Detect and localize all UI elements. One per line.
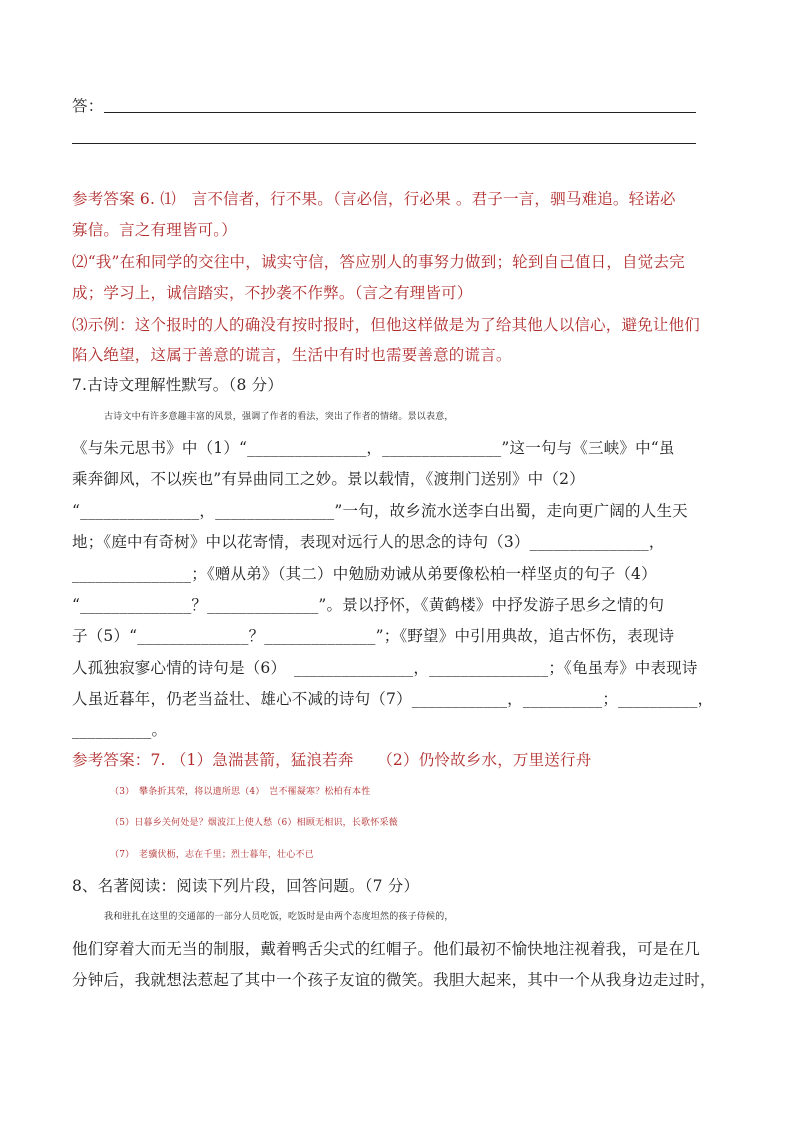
question7-line-9: 人孤独寂寥心情的诗句是（6） _______________，_______________；《龟虽寿》中表现诗 [72, 659, 698, 677]
question8-line-3: 分钟后，我就想法惹起了其中一个孩子友谊的微笑。我胆大起来，其中一个从我身边走过时， [72, 971, 716, 989]
question7-line-5: 地；《庭中有奇树》中以花寄情，表现对远行人的思念的诗句（3）_______________， [72, 533, 665, 551]
question7-line-3: 乘奔御风，不以疾也”有异曲同工之妙。景以载情，《渡荆门送别》中（2） [72, 470, 585, 488]
answer6-line-1: 参考答案 6. ⑴ 言不信者，行不果。（言必信，行必果 。君子一言，驷马难追。轻诺必 [72, 190, 676, 208]
question7-title: 7.古诗文理解性默写。（8 分） [72, 376, 284, 394]
answer6-line-5: ⑶示例：这个报时的人的确没有按时报时，但他这样做是为了给其他人以信心，避免让他们 [72, 316, 701, 334]
question8-title: 8、名著阅读：阅读下列片段，回答问题。（7 分） [72, 877, 420, 895]
answer-line-1 [104, 112, 696, 113]
question7-line-4: “_______________，_______________”一句，故乡流水送李白出蜀，走向更广阔的人生天 [72, 502, 688, 520]
answer7-line-1: 参考答案：7. （1）急湍甚箭，猛浪若奔 （2）仍怜故乡水，万里送行舟 [72, 751, 592, 769]
answer6-line-4: 成；学习上，诚信踏实，不抄袭不作弊。（言之有理皆可） [72, 284, 473, 302]
question8-line-2: 他们穿着大而无当的制服，戴着鸭舌尖式的红帽子。他们最初不愉快地注视着我，可是在几 [72, 940, 701, 958]
answer6-line-6: 陷入绝望，这属于善意的谎言，生活中有时也需要善意的谎言。 [72, 346, 512, 364]
question7-line-11: __________。 [72, 721, 168, 739]
question7-line-10: 人虽近暮年，仍老当益壮、雄心不减的诗句（7）____________，__________；__________， [72, 690, 714, 708]
answer6-line-2: 寡信。言之有理皆可。） [72, 221, 237, 239]
question7-line-8: 子（5）“______________？______________”；《野望》中引用典故，追古怀伤，表现诗 [72, 627, 675, 645]
answer7-line-3: （5）日暮乡关何处是？烟波江上使人愁（6）相顾无相识，长歌怀采薇 [110, 818, 398, 828]
question7-line-6: _______________；《赠从弟》（其二）中勉励劝诫从弟要像松柏一样坚贞的句子（4） [72, 565, 657, 583]
answer6-line-3: ⑵“我”在和同学的交往中，诚实守信，答应别人的事努力做到；轮到自己值日，自觉去完 [72, 253, 685, 271]
question8-line-1: 我和驻扎在这里的交通部的一部分人员吃饭，吃饭时是由两个态度坦然的孩子侍候的， [104, 912, 454, 922]
question7-line-2: 《与朱元思书》中（1）“_______________，_______________”这一句与《三峡》中“虽 [72, 439, 675, 457]
question7-line-7: “______________？______________”。景以抒怀，《黄鹤楼》中抒发游子思乡之情的句 [72, 596, 665, 614]
question7-line-1: 古诗文中有许多意趣丰富的风景，强调了作者的看法，突出了作者的情绪。景以表意， [104, 412, 454, 422]
answer7-line-4: （7） 老骥伏枥，志在千里；烈士暮年，壮心不已 [110, 850, 314, 860]
answer-line-2 [72, 143, 696, 144]
answer-label: 答： [72, 97, 104, 115]
answer7-line-2: （3） 攀条折其荣，将以遗所思（4） 岂不罹凝寒？松柏有本性 [110, 787, 371, 797]
